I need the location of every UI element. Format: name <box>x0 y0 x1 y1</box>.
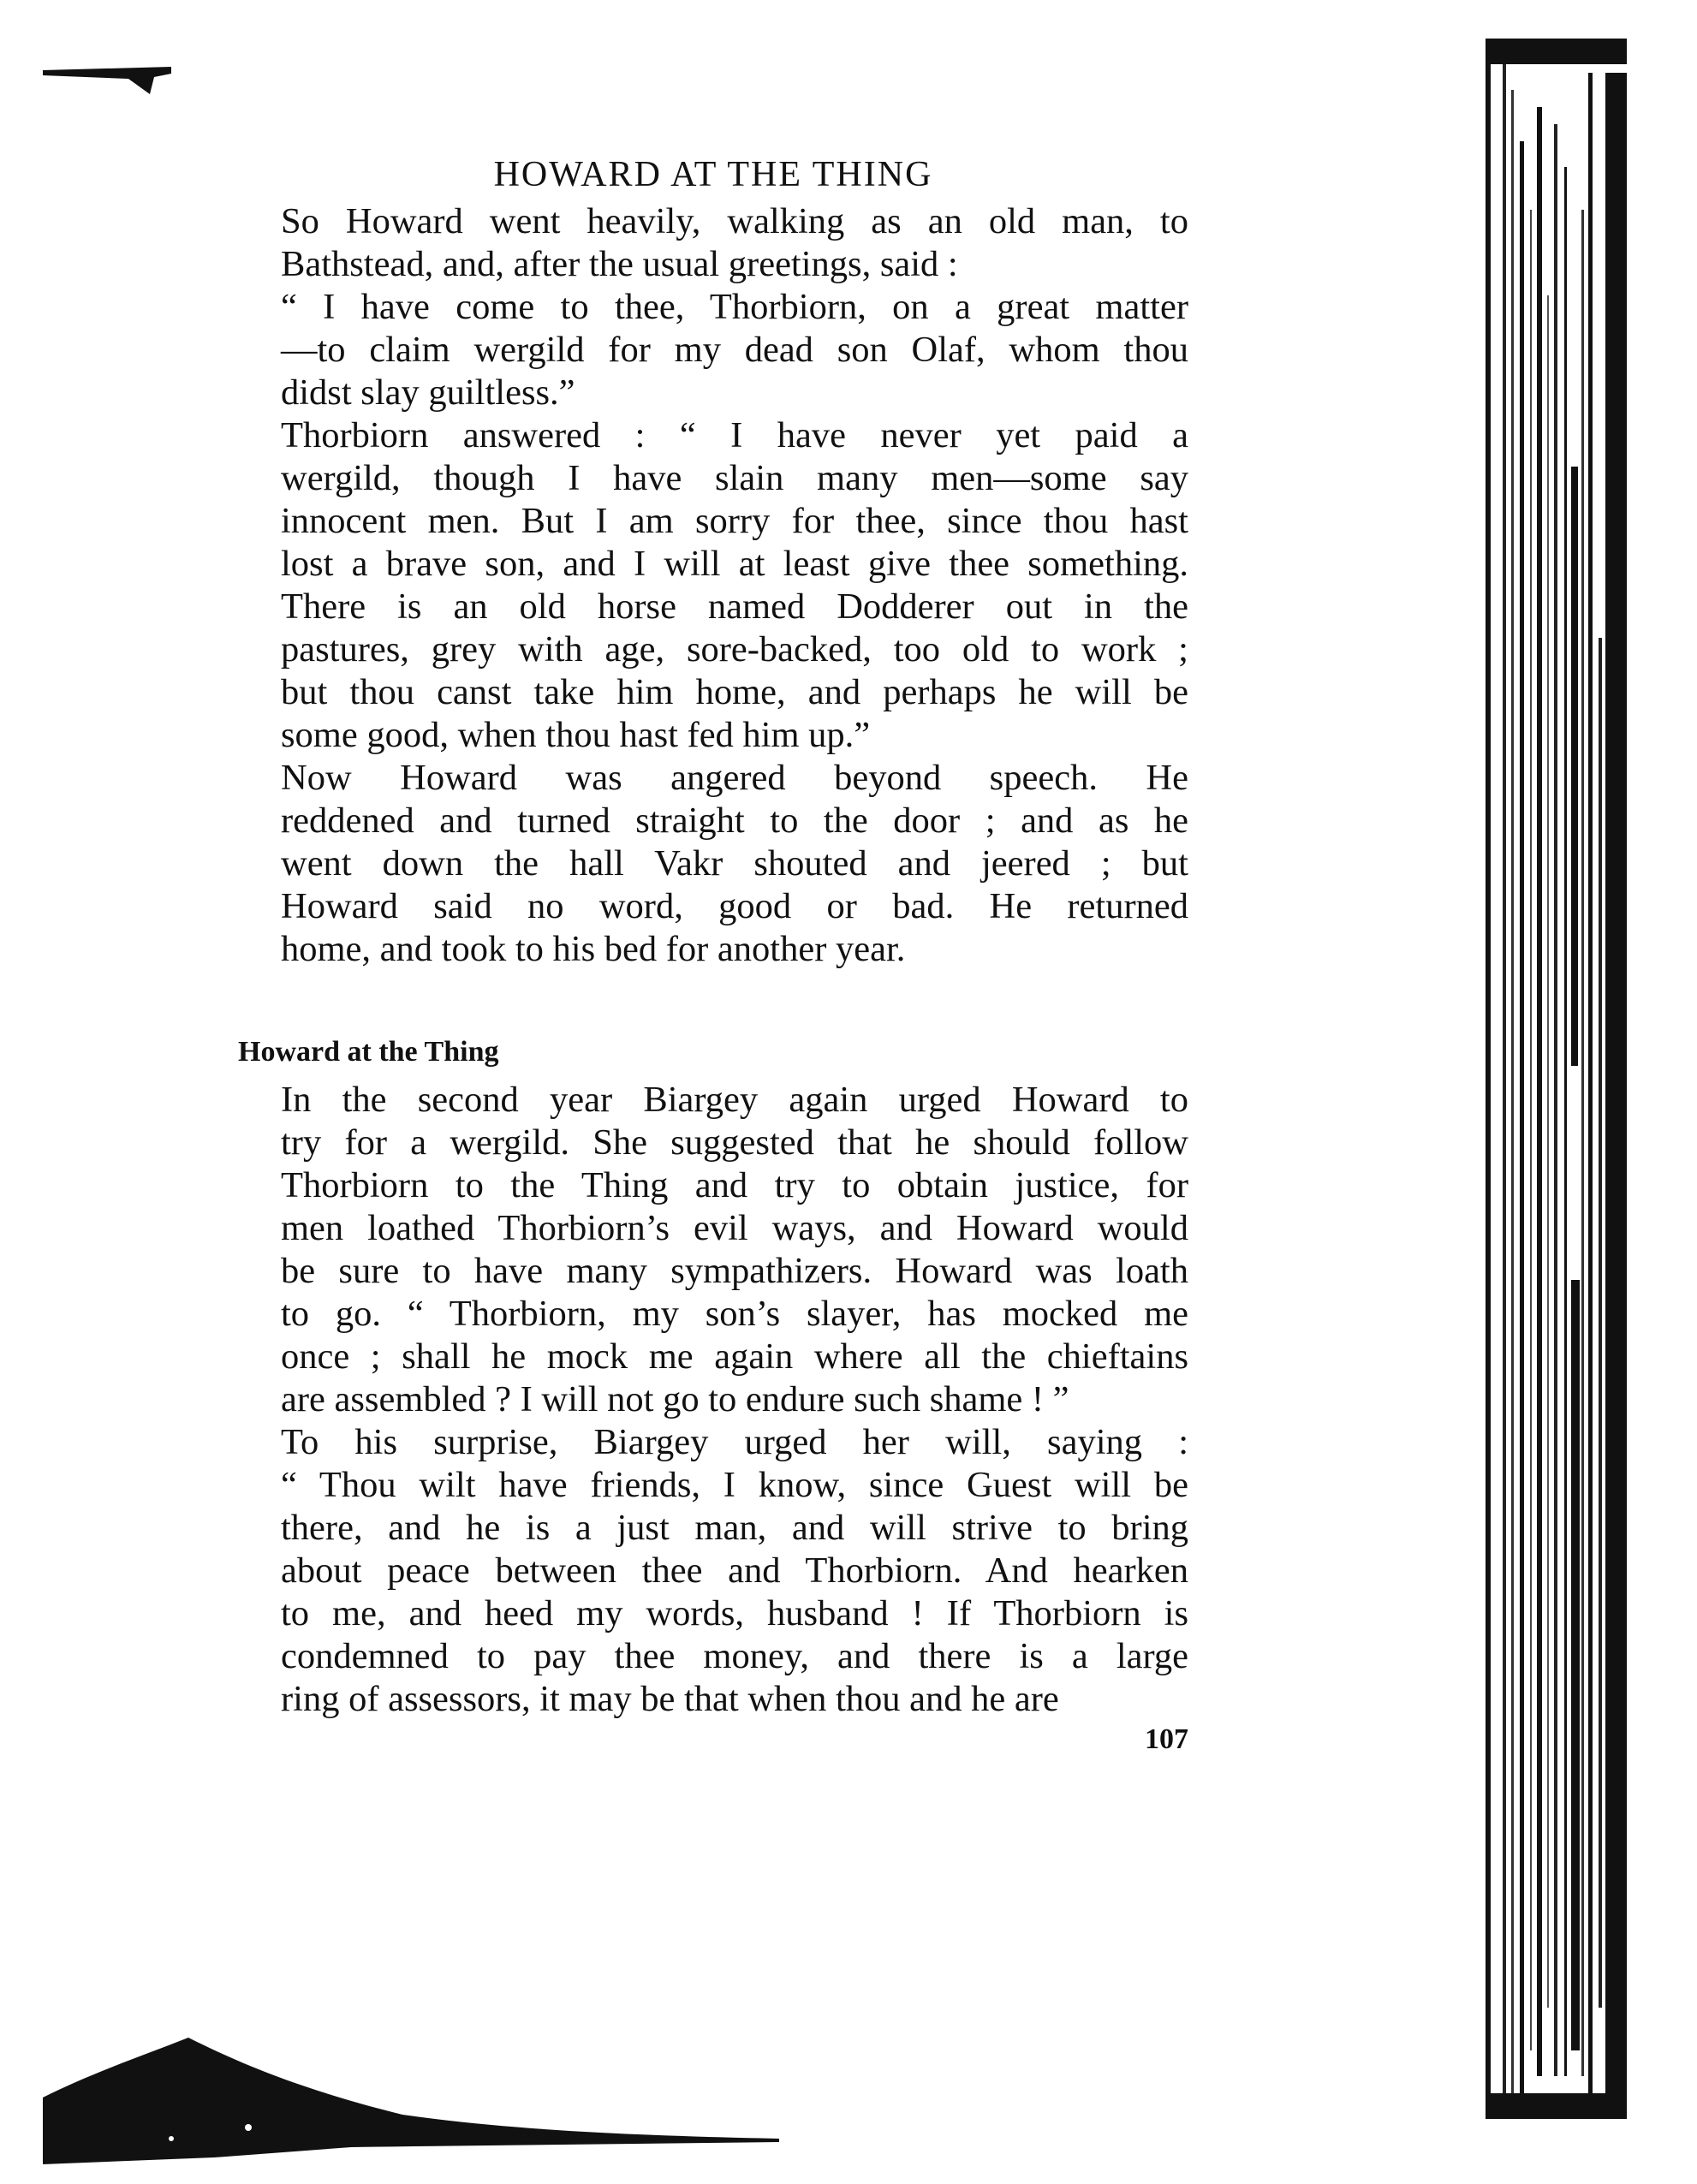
page-number: 107 <box>1145 1723 1188 1755</box>
text-line: to me, and heed my words, husband ! If Thorbiorn is <box>281 1593 1188 1634</box>
text-line: wergild, though I have slain many men—some say <box>281 458 1188 498</box>
section-heading: Howard at the Thing <box>238 1036 499 1068</box>
text-line: innocent men. But I am sorry for thee, since thou hast <box>281 501 1188 541</box>
text-line: —to claim wergild for my dead son Olaf, whom thou <box>281 330 1188 370</box>
text-line: there, and he is a just man, and will strive to bring <box>281 1508 1188 1548</box>
text-line: men loathed Thorbiorn’s evil ways, and Howard would <box>281 1208 1188 1248</box>
text-line: home, and took to his bed for another year. <box>281 929 906 969</box>
text-line: Thorbiorn to the Thing and try to obtain justice, for <box>281 1165 1188 1205</box>
scan-artifact-bottom-left <box>43 2038 796 2166</box>
text-line: but thou canst take him home, and perhaps he will be <box>281 672 1188 712</box>
text-line: about peace between thee and Thorbiorn. And hearken <box>281 1550 1188 1591</box>
text-line: To his surprise, Biargey urged her will, saying : <box>281 1422 1188 1462</box>
text-line: try for a wergild. She suggested that he should follow <box>281 1122 1188 1163</box>
text-line: condemned to pay thee money, and there is a large <box>281 1636 1188 1676</box>
text-line: some good, when thou hast fed him up.” <box>281 715 871 755</box>
text-line: “ I have come to thee, Thorbiorn, on a great matter <box>281 287 1188 327</box>
scan-artifact-top-left <box>43 60 180 111</box>
text-line: once ; shall he mock me again where all the chieftains <box>281 1336 1188 1377</box>
text-line: to go. “ Thorbiorn, my son’s slayer, has mocked me <box>281 1294 1188 1334</box>
text-line: reddened and turned straight to the door ; and as he <box>281 800 1188 841</box>
paragraph <box>238 414 1188 757</box>
text-line: “ Thou wilt have friends, I know, since Guest will be <box>281 1465 1188 1505</box>
text-line: So Howard went heavily, walking as an old man, to <box>281 201 1188 241</box>
text-line: didst slay guiltless.” <box>281 372 575 413</box>
text-line: be sure to have many sympathizers. Howard was loath <box>281 1251 1188 1291</box>
paragraph <box>238 757 1188 971</box>
text-line: In the second year Biargey again urged Howard to <box>281 1080 1188 1120</box>
paragraph <box>238 286 1188 414</box>
text-line: Now Howard was angered beyond speech. He <box>281 758 1188 798</box>
text-line: ring of assessors, it may be that when thou and he are <box>281 1679 1059 1719</box>
paragraph <box>238 1079 1188 1421</box>
paragraph <box>238 1421 1188 1721</box>
text-line: Bathstead, and, after the usual greetings, said : <box>281 244 958 284</box>
text-line: are assembled ? I will not go to endure such shame ! ” <box>281 1379 1069 1419</box>
text-line: lost a brave son, and I will at least give thee something. <box>281 544 1188 584</box>
page-body <box>238 154 1188 1757</box>
text-line: pastures, grey with age, sore-backed, too old to work ; <box>281 629 1188 669</box>
paragraph-group-top <box>238 200 1188 971</box>
text-line: went down the hall Vakr shouted and jeered ; but <box>281 843 1188 884</box>
book-edge-shadow <box>1486 39 1657 2119</box>
running-head: HOWARD AT THE THING <box>493 155 933 194</box>
paragraph-group-bottom <box>238 1079 1188 1721</box>
text-line: Thorbiorn answered : “ I have never yet paid a <box>281 415 1188 455</box>
text-line: There is an old horse named Dodderer out in the <box>281 586 1188 627</box>
paragraph <box>238 200 1188 286</box>
text-line: Howard said no word, good or bad. He returned <box>281 886 1188 926</box>
